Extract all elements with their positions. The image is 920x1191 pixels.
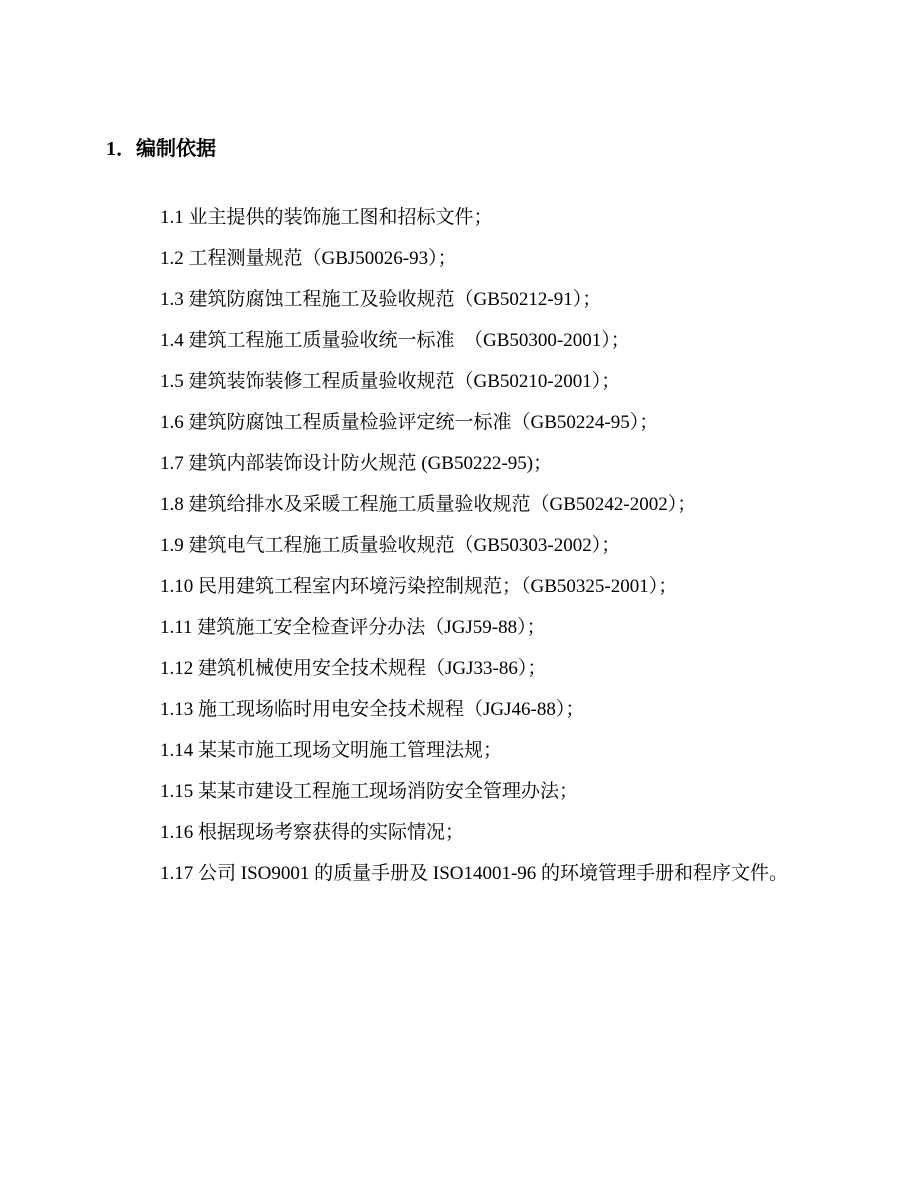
list-item: 1.5 建筑装饰装修工程质量验收规范（GB50210-2001）； <box>160 371 621 392</box>
list-item: 1.4 建筑工程施工质量验收统一标准 （GB50300-2001）； <box>160 330 630 351</box>
list-item: 1.6 建筑防腐蚀工程质量检验评定统一标准（GB50224-95）； <box>160 412 659 433</box>
list-item: 1.3 建筑防腐蚀工程施工及验收规范（GB50212-91）； <box>160 289 602 310</box>
list-item: 1.16 根据现场考察获得的实际情况； <box>160 822 465 843</box>
section-heading: 1．编制依据 <box>106 138 216 160</box>
list-item: 1.7 建筑内部装饰设计防火规范 (GB50222-95)； <box>160 453 553 474</box>
list-item: 1.17 公司 ISO9001 的质量手册及 ISO14001-96 的环境管理手册和程序文件。 <box>160 863 789 884</box>
list-item: 1.15 某某市建设工程施工现场消防安全管理办法； <box>160 781 579 802</box>
list-item: 1.11 建筑施工安全检查评分办法（JGJ59-88）； <box>160 617 546 638</box>
list-item: 1.8 建筑给排水及采暖工程施工质量验收规范（GB50242-2002）； <box>160 494 697 515</box>
list-item: 1.14 某某市施工现场文明施工管理法规； <box>160 740 503 761</box>
list-item: 1.9 建筑电气工程施工质量验收规范（GB50303-2002）； <box>160 535 621 556</box>
reference-list <box>160 197 825 894</box>
list-item: 1.1 业主提供的装饰施工图和招标文件； <box>160 207 493 228</box>
list-item: 1.12 建筑机械使用安全技术规程（JGJ33-86）； <box>160 658 547 679</box>
list-item: 1.10 民用建筑工程室内环境污染控制规范；（GB50325-2001）； <box>160 576 678 597</box>
list-item: 1.13 施工现场临时用电安全技术规程（JGJ46-88）； <box>160 699 585 720</box>
list-item: 1.2 工程测量规范（GBJ50026-93）； <box>160 248 457 269</box>
